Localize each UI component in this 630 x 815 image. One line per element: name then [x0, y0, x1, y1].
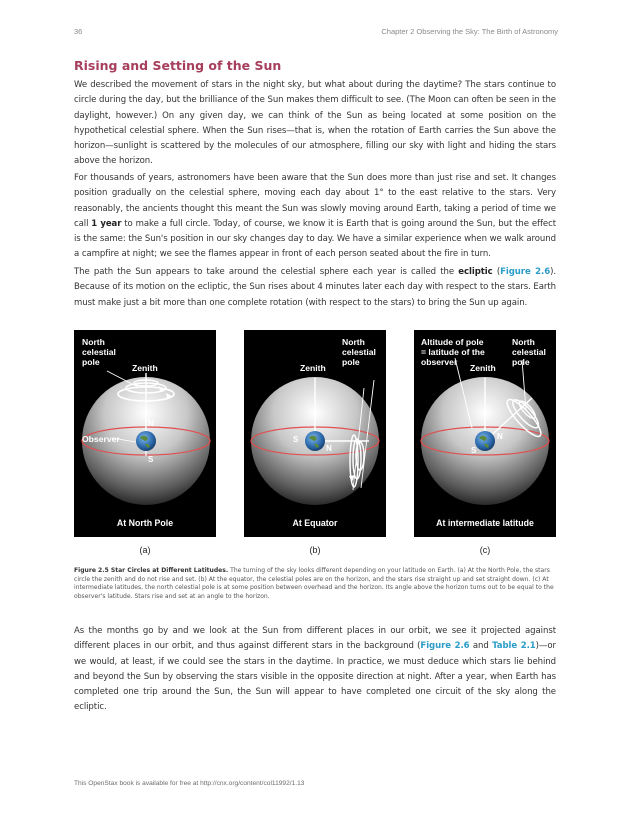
figure-2-6-link[interactable]: Figure 2.6	[500, 267, 551, 277]
figure-panel-intermediate-latitude	[414, 330, 556, 537]
page-footer: This OpenStax book is available for free at http://cnx.org/content/col11992/1.13	[74, 780, 305, 787]
paragraph-2: For thousands of years, astronomers have been aware that the Sun does more than just rise and set. It changes position gradually on the celestial sphere, moving each day about 1° to the east relative to the stars. Very reasonably, the ancients thought this meant the Sun was slowly moving around Earth, taking a period of time we call 1 year to make a full circle. Today, of course, we know it is Earth that is going around the Sun, but the effect is the same: the Sun's position in our sky changes day to day. We have a similar experience when we walk around a campfire at night; we see the flames appear in front of each person seated about the fire in turn.	[74, 173, 556, 260]
panel-letter-c: (c)	[479, 545, 491, 555]
label-south: S	[471, 446, 477, 455]
figure-caption	[74, 567, 556, 601]
figure-2-6-link[interactable]: Figure 2.6	[420, 641, 470, 652]
label-south: S	[148, 455, 154, 464]
figure-panel-north-pole	[74, 330, 216, 537]
figure-panel-equator	[244, 330, 386, 537]
figure-caption-text: The turning of the sky looks different depending on your latitude on Earth. (a) At the North Pole, the stars circle the zenith and do not rise and set. (b) At the equator, the celestial poles are on the horizon, and the stars rise straight up and set straight down. (c) At intermediate latitudes, the north celestial pole is at some position between overhead and the horizon. Its angle above the horizon turns out to be equal to the observer's latitude. Stars rise and set at an angle to the horizon.	[74, 567, 554, 600]
key-term-ecliptic: ecliptic	[458, 267, 493, 277]
key-term-1-year: 1 year	[91, 218, 122, 229]
figure-caption-title: Figure 2.5 Star Circles at Different Latitudes.	[74, 567, 229, 574]
label-zenith: Zenith	[300, 363, 326, 373]
label-zenith: Zenith	[470, 363, 496, 373]
paragraph-4: As the months go by and we look at the Sun from different places in our orbit, we see it projected against different places in our orbit, and thus against different stars in the background (Figure 2.6 and Table 2.1)—or we would, at least, if we could see the stars in the daytime. In practice, we must deduce which stars lie behind and beyond the Sun by observing the stars visible in the opposite direction at night. After a year, when Earth has completed one trip around the Sun, the Sun will appear to have completed one circuit of the sky along the ecliptic.	[74, 626, 556, 713]
panel-title: At Equator	[292, 518, 338, 528]
label-north-celestial-pole: North celestial pole	[342, 337, 376, 368]
paragraph-1: We described the movement of stars in the night sky, but what about during the daytime? The stars continue to circle during the day, but the brilliance of the Sun makes them difficult to see. (The Moon can often be seen in the daylight, however.) On any given day, we can think of the Sun as being located at some position on the hypothetical celestial sphere. When the Sun rises—that is, when the rotation of Earth carries the Sun above the horizon—sunlight is scattered by the molecules of our atmosphere, filling our sky with light and hiding the stars above the horizon.	[74, 80, 556, 167]
label-observer: Observer	[82, 434, 120, 444]
label-north-celestial-pole: North celestial pole	[512, 337, 546, 368]
label-north-celestial-pole: North celestial pole	[82, 337, 116, 368]
chapter-title: Chapter 2 Observing the Sky: The Birth of Astronomy	[381, 27, 558, 36]
section-title: Rising and Setting of the Sun	[74, 58, 282, 73]
label-north: N	[497, 432, 503, 441]
label-north: N	[326, 444, 332, 453]
table-2-1-link[interactable]: Table 2.1	[492, 641, 536, 652]
page-number: 36	[74, 27, 83, 36]
label-north: N	[148, 419, 154, 428]
panel-title: At North Pole	[116, 518, 174, 528]
panel-title: At intermediate latitude	[436, 518, 534, 528]
label-south: S	[293, 435, 299, 444]
label-altitude-of-pole: Altitude of pole = latitude of the observer	[421, 337, 485, 368]
paragraph-3: The path the Sun appears to take around the celestial sphere each year is called the ecliptic (Figure 2.6). Because of its motion on the ecliptic, the Sun rises about 4 minutes later each day with respect to the stars. Earth must make just a bit more than one complete rotation (with respect to the stars) to bring the Sun up again.	[74, 267, 556, 308]
panel-letter-a: (a)	[139, 545, 151, 555]
panel-letter-b: (b)	[309, 545, 321, 555]
label-zenith: Zenith	[132, 363, 158, 373]
